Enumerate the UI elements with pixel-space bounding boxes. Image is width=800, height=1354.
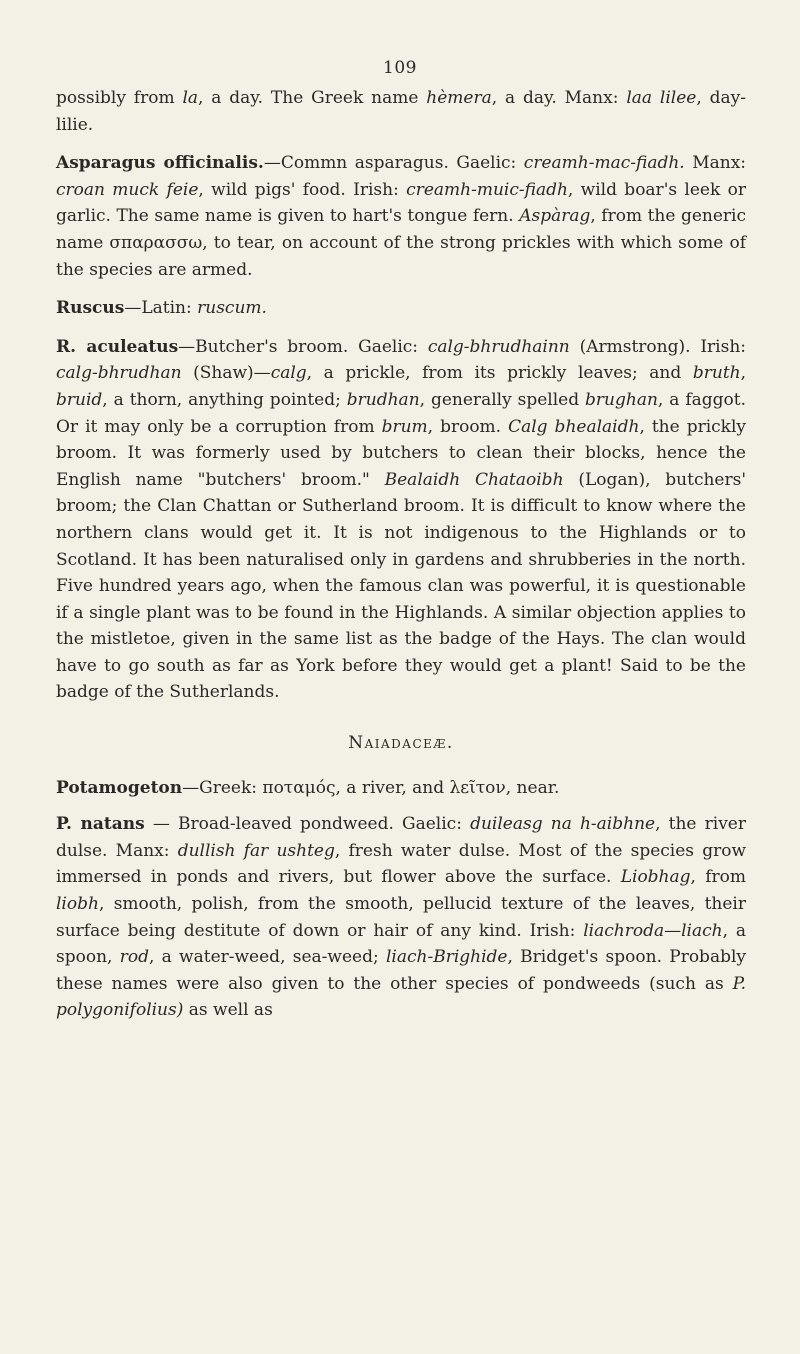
entry-heading: Ruscus: [56, 298, 125, 319]
term-calg: calg: [270, 363, 307, 384]
text-run: ,: [740, 363, 747, 384]
term-manx: croan muck feie: [56, 179, 199, 200]
entry-asparagus: [56, 150, 746, 283]
entry-potamogeton: [56, 775, 746, 802]
text-run: as well as: [183, 1000, 273, 1021]
text-run: , a day. The Greek name: [198, 88, 427, 108]
entry-heading: Potamogeton: [56, 777, 183, 798]
term-gaelic: calg-bhrudhainn: [427, 336, 570, 357]
text-run: , a river, and: [335, 777, 450, 798]
text-run: —Commn asparagus. Gaelic:: [263, 153, 524, 174]
text-run: , a day. Manx:: [491, 88, 627, 108]
entry-ruscus-aculeatus: [56, 334, 746, 706]
text-run: (Armstrong). Irish:: [569, 336, 746, 357]
term-liobh: liobh: [56, 894, 99, 915]
term-rod: rod: [119, 947, 149, 968]
text-run: , smooth, polish, from the smooth, pellucid texture of the leaves, their surface being destitute of down or hair of any kind. Irish:: [56, 894, 746, 941]
paragraph-hemerocallis-continued: [56, 85, 746, 138]
text-body: [56, 85, 746, 1024]
text-run: , wild boar's leek or garlic. The same name is given to hart's tongue fern.: [56, 179, 746, 227]
text-run: , to tear, on account of the strong prickles with which some of the species are armed.: [56, 232, 746, 280]
text-run: , day-lilie.: [56, 88, 746, 135]
text-run: Manx:: [684, 153, 747, 174]
text-run: , fresh water dulse. Most of the species grow immersed in ponds and rivers, but flower above the surface.: [56, 840, 747, 888]
term-bealaidh-chataoibh: Bealaidh Chataoibh: [384, 469, 564, 490]
term-bruid: bruid: [56, 389, 103, 410]
text-run: , from the generic name: [56, 206, 746, 253]
term-brudhan: brudhan: [346, 389, 420, 410]
term-liach-brighide: liach-Brighide: [385, 947, 508, 968]
term-polygonifolius: P. polygonifolius): [56, 973, 746, 1021]
term-brum: brum: [381, 416, 428, 437]
term-liach: liach: [681, 920, 723, 941]
text-run: , a thorn, anything pointed;: [102, 389, 347, 410]
section-heading: Naiadaceæ.: [348, 733, 454, 754]
text-run: possibly from: [56, 88, 183, 108]
entry-ruscus: [56, 295, 746, 322]
text-run: (Logan), butchers' broom; the Clan Chattan or Sutherland broom. It is difficult to know where the northern clans would get it. It is not indigenous to the Highlands or to Scotland. It has been naturalised only in gardens and shrubberies in the north. Five hundred years ago, when the famous clan was powerful, it is questionable if a single plant was to be found in the Highlands. A similar objection applies to the mistletoe, given in the same list as the badge of the Hays. The clan would have to go south as far as York before they would get a plant! Said to be the badge of the Sutherlands.: [56, 469, 747, 703]
term-greek: ποταμός: [262, 777, 336, 798]
text-run: , generally spelled: [419, 389, 586, 410]
text-run: —Butcher's broom. Gaelic:: [178, 336, 428, 357]
text-run: , the river dulse. Manx:: [56, 814, 746, 861]
text-run: , Bridget's spoon. Probably these names were also given to the other species of pondweeds (such as: [56, 947, 746, 994]
text-run: —Greek:: [182, 777, 263, 798]
text-run: , a water-weed, sea-weed;: [148, 947, 386, 968]
text-run: (Shaw)—: [181, 363, 271, 384]
term-gaelic: creamh-mac-fiadh.: [523, 153, 685, 174]
term-liobhag: Liobhag: [620, 867, 691, 888]
entry-heading: P. natans: [56, 814, 145, 835]
text-run: , a spoon,: [56, 920, 746, 968]
term-liachroda: liachroda: [583, 920, 665, 941]
term-greek: λεῖτον: [449, 777, 506, 798]
term-greek: σπαρασσω: [109, 232, 203, 253]
term-gaelic: duileasg na h-aibhne: [470, 814, 656, 835]
term-calg-bhealaidh: Calg bhealaidh: [508, 416, 640, 437]
term-irish: creamh-muic-fiadh: [406, 179, 568, 200]
term-la: la: [182, 88, 199, 108]
text-run: , the prickly broom. It was formerly used by butchers to clean their blocks, hence the English name "butchers' broom.": [56, 416, 746, 490]
entry-heading: R. aculeatus: [56, 336, 179, 357]
text-run: , wild pigs' food. Irish:: [198, 179, 407, 200]
text-run: —: [664, 920, 682, 941]
term-bruth: bruth: [692, 363, 741, 384]
entry-heading: Asparagus officinalis.: [56, 153, 264, 174]
text-run: —Latin:: [124, 298, 198, 319]
term-asparag: Aspàrag: [519, 206, 591, 227]
page-number: 109: [383, 58, 417, 78]
text-run: , near.: [505, 777, 560, 798]
text-run: , broom.: [427, 416, 509, 437]
term-brughan: brughan: [585, 389, 658, 410]
term-latin: ruscum.: [197, 298, 267, 319]
term-laa-lilee: laa lilee: [626, 88, 697, 108]
entry-potamogeton-natans: [56, 811, 746, 1024]
term-manx: dullish far ushteg: [177, 840, 335, 861]
text-run: — Broad-leaved pondweed. Gaelic:: [144, 814, 471, 835]
text-run: , from: [690, 867, 746, 888]
term-irish: calg-bhrudhan: [56, 363, 182, 384]
term-hemera: hèmera: [426, 88, 492, 108]
text-run: , a faggot. Or it may only be a corruption from: [56, 389, 747, 437]
text-run: , a prickle, from its prickly leaves; and: [306, 363, 693, 384]
